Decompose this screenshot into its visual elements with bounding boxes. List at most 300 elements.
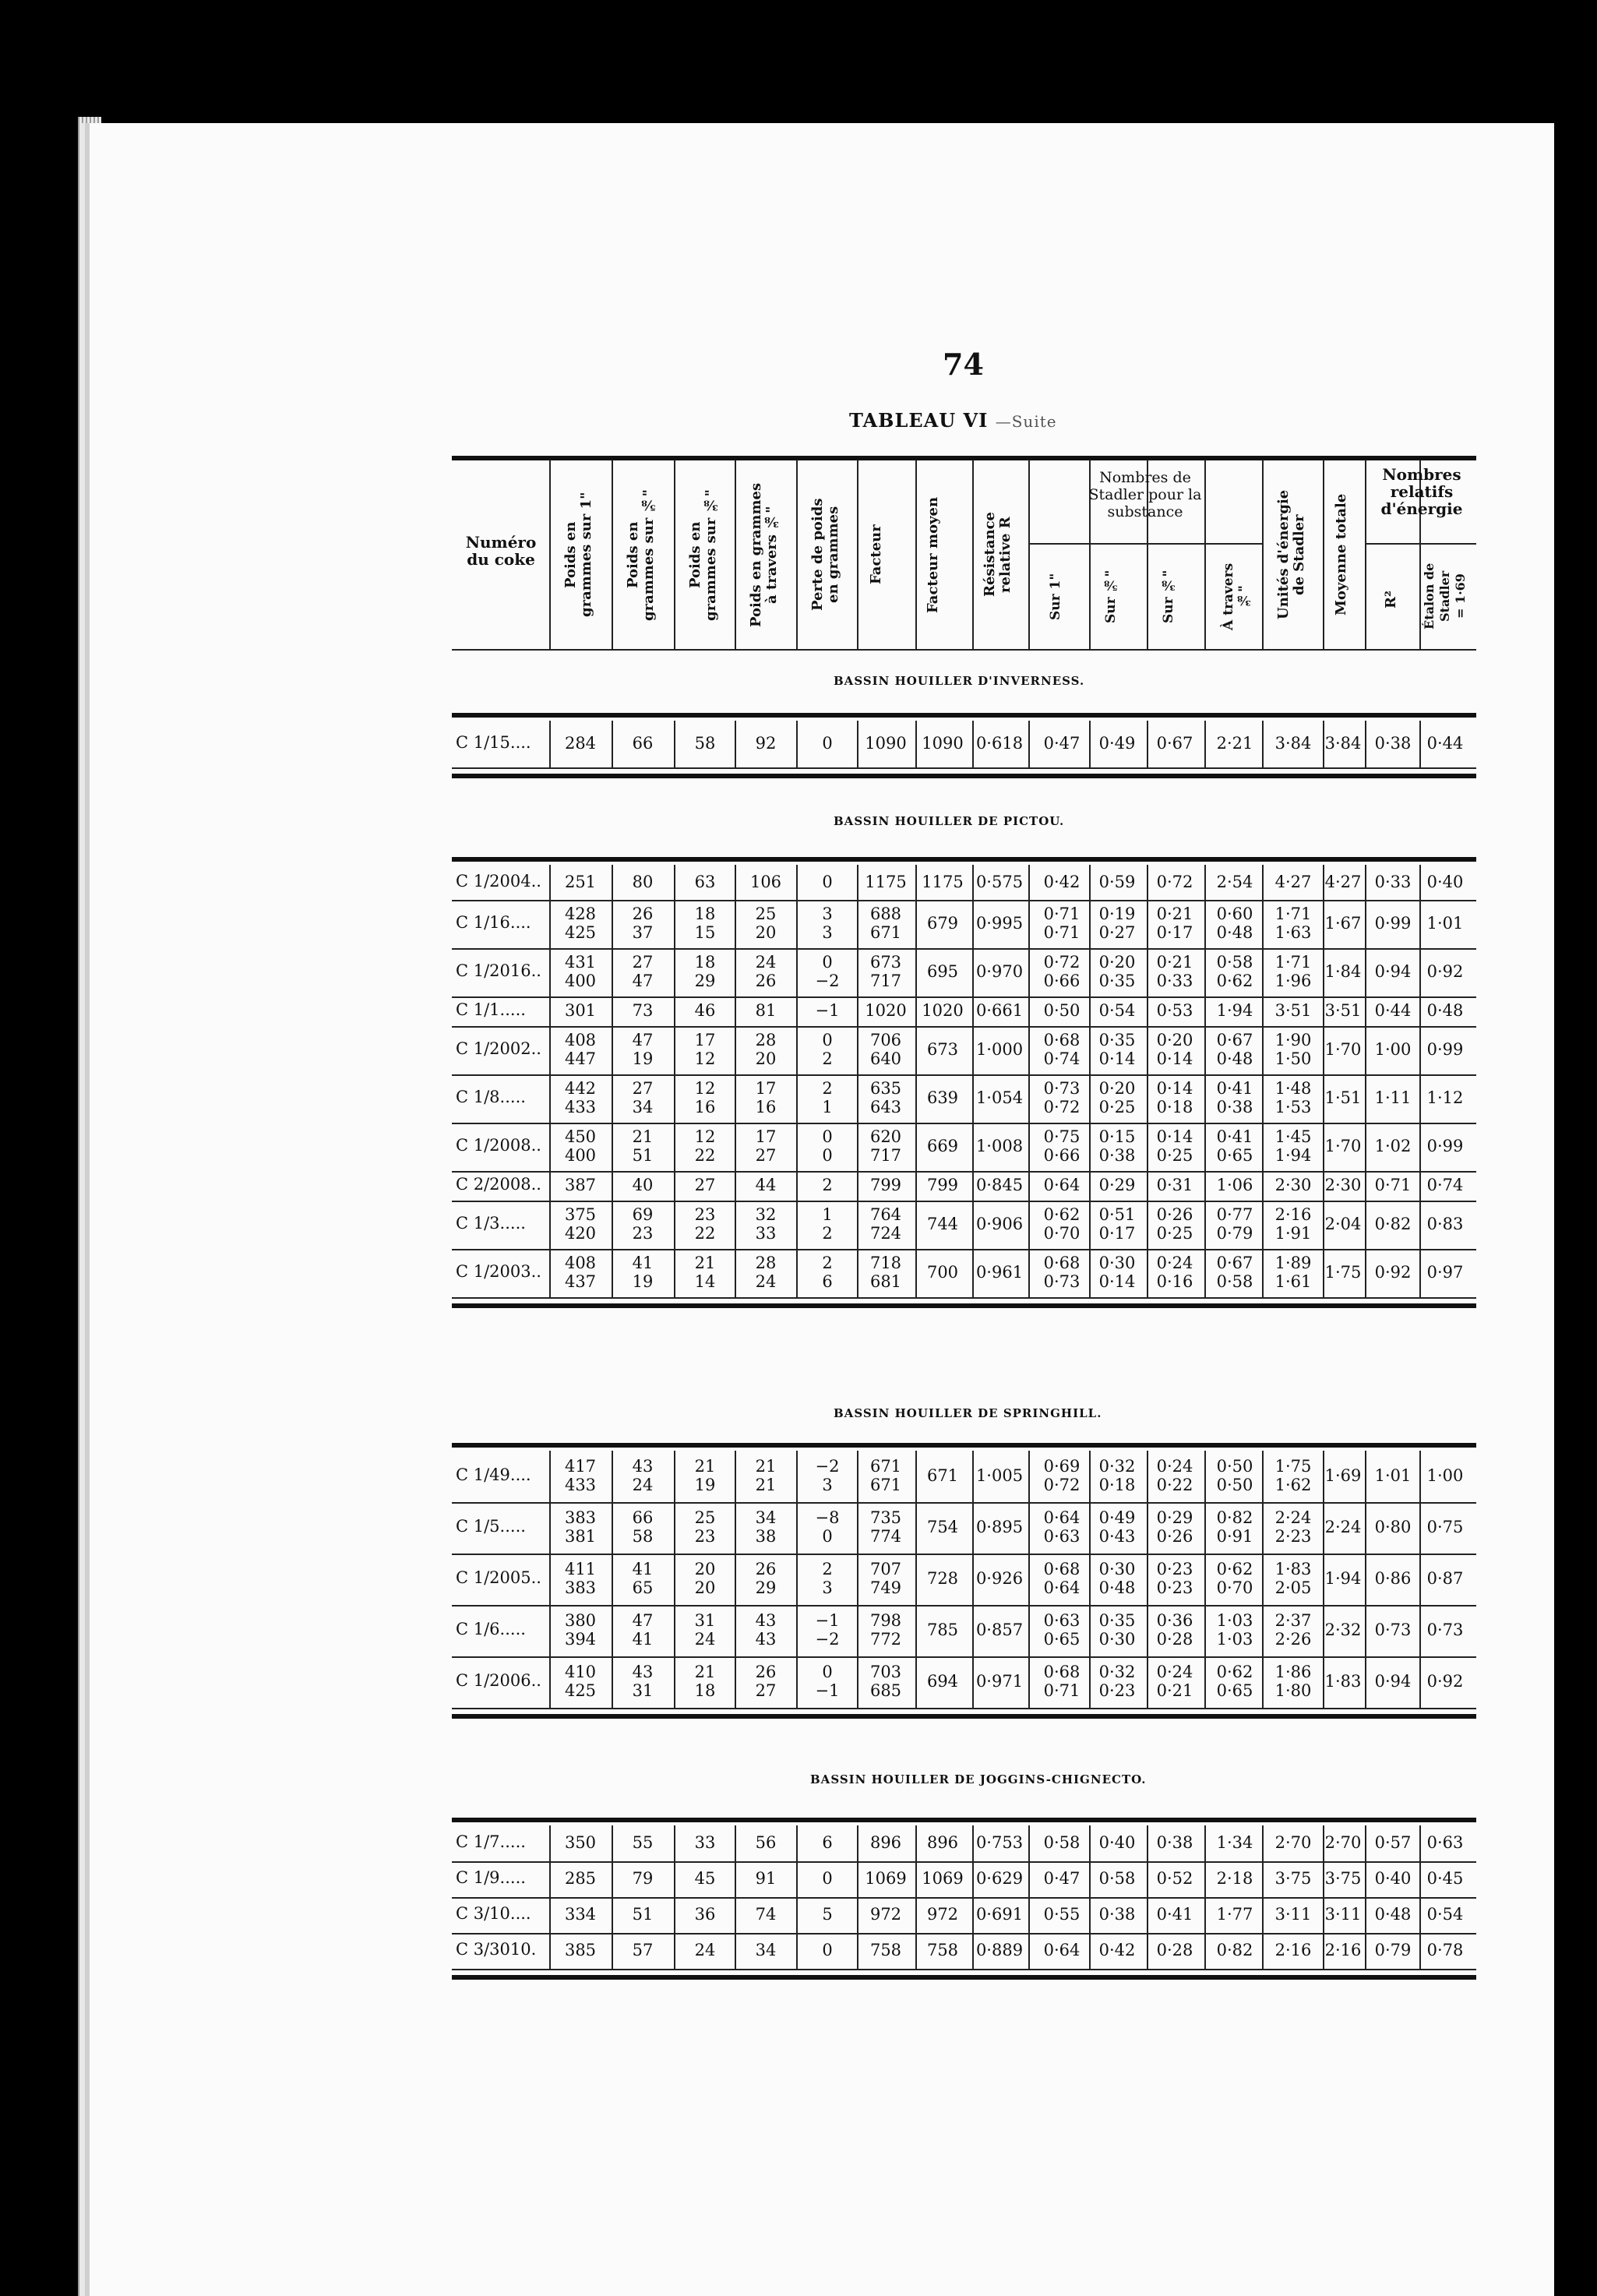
table-cell: 0·23	[1156, 1560, 1193, 1578]
table-cell: 0·83	[1426, 1215, 1464, 1233]
table-cell: 17	[755, 1079, 777, 1098]
table-cell: 671	[926, 1466, 959, 1485]
col-sep	[1323, 1825, 1324, 1969]
section-title: BASSIN HOUILLER DE PICTOU.	[834, 814, 1065, 828]
table-cell: 0·65	[1216, 1681, 1253, 1700]
table-title	[849, 409, 1057, 432]
table-cell: 38	[755, 1527, 777, 1546]
table-cell: 728	[926, 1569, 959, 1588]
table-cell: 0·47	[1043, 734, 1081, 753]
table-cell: 0·53	[1156, 1001, 1193, 1020]
table-cell: 0·58	[1098, 1869, 1136, 1888]
col-sep	[549, 865, 551, 1297]
table-cell: 1·63	[1274, 923, 1312, 942]
table-cell: 0·18	[1156, 1098, 1193, 1116]
col-sep	[735, 865, 736, 1297]
table-cell: 0·66	[1043, 1146, 1081, 1165]
row-label: C 1/2008..	[456, 1136, 541, 1155]
table-cell: 17	[694, 1031, 716, 1049]
table-cell: 673	[869, 953, 902, 972]
table-cell: 785	[926, 1621, 959, 1639]
table-cell: 0·629	[975, 1869, 1024, 1888]
table-cell: 972	[926, 1905, 959, 1924]
table-cell: 25	[694, 1508, 716, 1527]
table-cell: 21	[694, 1663, 716, 1681]
col-sep	[1419, 865, 1421, 1297]
table-cell: 0·33	[1374, 872, 1412, 891]
table-cell: 0·21	[1156, 1681, 1193, 1700]
table-cell: 450	[564, 1127, 597, 1146]
table-cell: 1·89	[1274, 1254, 1312, 1272]
table-cell: 673	[926, 1040, 959, 1059]
table-cell: 2	[822, 1176, 833, 1194]
table-cell: 0·14	[1156, 1079, 1193, 1098]
col-sep	[674, 1825, 675, 1969]
header-s2: Sur ⅝"	[1103, 570, 1119, 624]
table-cell: 1·61	[1274, 1272, 1312, 1291]
table-cell: 0·64	[1043, 1508, 1081, 1527]
table-cell: 620	[869, 1127, 902, 1146]
table-cell: 43	[755, 1611, 777, 1630]
table-cell: 40	[632, 1176, 654, 1194]
table-cell: 0	[822, 953, 833, 972]
table-cell: 417	[564, 1457, 597, 1476]
table-cell: 0·32	[1098, 1457, 1136, 1476]
table-cell: 1·86	[1274, 1663, 1312, 1681]
col-sep	[1147, 1451, 1148, 1708]
header-s1: Sur 1"	[1048, 573, 1063, 621]
row-label: C 1/2003..	[456, 1262, 541, 1281]
table-cell: 0·41	[1216, 1127, 1253, 1146]
table-cell: 0·48	[1098, 1578, 1136, 1597]
table-cell: 0·961	[975, 1263, 1024, 1282]
table-cell: 0·63	[1043, 1527, 1081, 1546]
row-label: C 1/2016..	[456, 961, 541, 980]
table-cell: 73	[632, 1001, 654, 1020]
table-cell: 47	[632, 1031, 654, 1049]
col-sep	[1262, 1451, 1264, 1708]
table-cell: 0·63	[1426, 1833, 1464, 1852]
table-cell: 0·86	[1374, 1569, 1412, 1588]
header-col-sep	[1262, 460, 1264, 649]
table-cell: 0·94	[1374, 962, 1412, 981]
table-cell: 3	[822, 923, 833, 942]
section-top-rule	[452, 857, 1476, 862]
table-cell: 19	[632, 1049, 654, 1068]
table-cell: 442	[564, 1079, 597, 1098]
table-cell: 2·24	[1324, 1518, 1362, 1536]
header-c8: Résistance relative R	[982, 512, 1014, 598]
table-cell: 0·59	[1098, 872, 1136, 891]
table-cell: 0·79	[1374, 1941, 1412, 1959]
col-sep	[1262, 721, 1264, 767]
table-title-suffix: —Suite	[995, 412, 1057, 431]
table-cell: 0·575	[975, 872, 1024, 891]
table-cell: 0·661	[975, 1001, 1024, 1020]
table-cell: 0·62	[1043, 1205, 1081, 1224]
table-cell: 0·15	[1098, 1127, 1136, 1146]
table-cell: 972	[869, 1905, 902, 1924]
table-cell: 717	[869, 1146, 902, 1165]
table-cell: 51	[632, 1905, 654, 1924]
table-cell: 1069	[865, 1869, 907, 1888]
table-cell: 0·66	[1043, 972, 1081, 990]
table-cell: 0·44	[1374, 1001, 1412, 1020]
table-cell: 0·78	[1426, 1941, 1464, 1959]
row-label: C 1/6.....	[456, 1620, 526, 1638]
col-sep	[972, 1825, 974, 1969]
col-sep	[1028, 721, 1030, 767]
table-cell: 2	[822, 1079, 833, 1098]
table-title-main: TABLEAU VI	[849, 409, 989, 432]
table-cell: 2	[822, 1254, 833, 1272]
table-cell: 0·16	[1156, 1272, 1193, 1291]
table-cell: 0·73	[1426, 1621, 1464, 1639]
table-cell: 0·49	[1098, 734, 1136, 753]
table-cell: 0·70	[1043, 1224, 1081, 1243]
table-cell: 1175	[922, 872, 964, 891]
table-cell: 0·65	[1216, 1146, 1253, 1165]
header-bottom-rule	[452, 649, 1476, 651]
table-cell: 26	[632, 905, 654, 923]
col-sep	[674, 1451, 675, 1708]
table-cell: 0·71	[1043, 923, 1081, 942]
row-label: C 1/3.....	[456, 1214, 526, 1233]
table-cell: 0·58	[1216, 953, 1253, 972]
table-cell: 2·16	[1324, 1941, 1362, 1959]
table-cell: 0·19	[1098, 905, 1136, 923]
table-cell: 29	[694, 972, 716, 990]
table-cell: 0·63	[1043, 1611, 1081, 1630]
table-cell: 2·32	[1324, 1621, 1362, 1639]
col-sep	[735, 721, 736, 767]
table-cell: 0·28	[1156, 1941, 1193, 1959]
table-cell: 1·53	[1274, 1098, 1312, 1116]
table-cell: 0·25	[1156, 1146, 1193, 1165]
row-label: C 1/2005..	[456, 1568, 541, 1587]
table-cell: 3·11	[1274, 1905, 1312, 1924]
table-cell: 6	[822, 1833, 833, 1852]
table-cell: 0·72	[1043, 1476, 1081, 1494]
table-cell: 58	[632, 1527, 654, 1546]
table-cell: 688	[869, 905, 902, 923]
table-cell: 2·37	[1274, 1611, 1312, 1630]
col-sep	[915, 1451, 917, 1708]
table-cell: 1·50	[1274, 1049, 1312, 1068]
table-cell: 1·94	[1324, 1569, 1362, 1588]
table-cell: 1·054	[975, 1088, 1024, 1107]
table-cell: 0·42	[1098, 1941, 1136, 1959]
table-cell: 685	[869, 1681, 902, 1700]
table-cell: 0·97	[1426, 1263, 1464, 1282]
table-cell: 2	[822, 1049, 833, 1068]
table-cell: 0·92	[1426, 962, 1464, 981]
table-cell: 0·38	[1216, 1098, 1253, 1116]
table-cell: 0	[822, 1663, 833, 1681]
table-cell: 0·68	[1043, 1031, 1081, 1049]
table-cell: 21	[755, 1457, 777, 1476]
table-cell: 0·38	[1098, 1905, 1136, 1924]
header-c3: Poids en grammes sur ⅜"	[687, 488, 719, 621]
table-cell: 425	[564, 923, 597, 942]
col-sep	[674, 721, 675, 767]
table-cell: 671	[869, 1476, 902, 1494]
table-cell: 1·03	[1216, 1630, 1253, 1649]
col-sep	[612, 1451, 613, 1708]
table-cell: 0	[822, 1146, 833, 1165]
table-cell: 1·90	[1274, 1031, 1312, 1049]
col-sep	[735, 1451, 736, 1708]
table-cell: 1·62	[1274, 1476, 1312, 1494]
col-sep	[549, 1451, 551, 1708]
table-cell: 0·25	[1098, 1098, 1136, 1116]
table-cell: 14	[694, 1272, 716, 1291]
row-label: C 1/7.....	[456, 1832, 526, 1851]
table-cell: 0·618	[975, 734, 1024, 753]
table-cell: 0·14	[1098, 1272, 1136, 1291]
table-cell: 0·54	[1426, 1905, 1464, 1924]
table-cell: 0·50	[1043, 1001, 1081, 1020]
table-cell: 0·68	[1043, 1560, 1081, 1578]
col-sep	[674, 865, 675, 1297]
table-cell: 411	[564, 1560, 597, 1578]
table-cell: 0·20	[1156, 1031, 1193, 1049]
table-cell: 799	[926, 1176, 959, 1194]
row-label: C 1/49....	[456, 1465, 531, 1484]
table-cell: 63	[694, 872, 716, 891]
header-s4: À travers ⅜"	[1221, 563, 1252, 631]
table-cell: 43	[632, 1663, 654, 1681]
table-cell: 22	[694, 1224, 716, 1243]
section-bottom-rule	[452, 1714, 1476, 1719]
table-cell: 0·18	[1098, 1476, 1136, 1494]
table-cell: 28	[755, 1031, 777, 1049]
table-cell: 0·895	[975, 1518, 1024, 1536]
table-cell: 433	[564, 1476, 597, 1494]
table-cell: 0·73	[1043, 1079, 1081, 1098]
table-cell: 0·35	[1098, 1611, 1136, 1630]
table-cell: 758	[926, 1941, 959, 1959]
table-cell: 23	[694, 1205, 716, 1224]
table-cell: 26	[755, 1663, 777, 1681]
table-cell: 0·72	[1043, 953, 1081, 972]
table-cell: 0·58	[1216, 1272, 1253, 1291]
table-cell: 0·50	[1216, 1457, 1253, 1476]
col-sep	[1323, 1451, 1324, 1708]
table-cell: 896	[926, 1833, 959, 1852]
header-col-sep	[612, 460, 613, 649]
table-cell: 1·01	[1374, 1466, 1412, 1485]
col-sep	[1204, 1825, 1206, 1969]
table-cell: 635	[869, 1079, 902, 1098]
header-col-sep	[735, 460, 736, 649]
header-numero: Numéro du coke	[465, 533, 537, 569]
table-cell: 0·52	[1156, 1869, 1193, 1888]
table-cell: 27	[755, 1681, 777, 1700]
table-cell: 1·11	[1374, 1088, 1412, 1107]
table-cell: 0·35	[1098, 1031, 1136, 1049]
table-cell: 0·58	[1043, 1833, 1081, 1852]
table-cell: 0·17	[1098, 1224, 1136, 1243]
table-cell: 0·47	[1043, 1869, 1081, 1888]
table-cell: 1·71	[1274, 953, 1312, 972]
table-cell: 0	[822, 1127, 833, 1146]
table-cell: 3·84	[1324, 734, 1362, 753]
table-cell: 284	[564, 734, 597, 753]
table-cell: 12	[694, 1127, 716, 1146]
header-s3: Sur ⅜"	[1161, 570, 1176, 624]
col-sep	[915, 1825, 917, 1969]
table-cell: 26	[755, 1560, 777, 1578]
table-cell: 2·16	[1274, 1941, 1312, 1959]
table-cell: 43	[632, 1457, 654, 1476]
col-sep	[612, 1825, 613, 1969]
section-top-rule	[452, 1818, 1476, 1822]
table-cell: 0·50	[1216, 1476, 1253, 1494]
table-cell: 0·38	[1374, 734, 1412, 753]
table-cell: 5	[822, 1905, 833, 1924]
relatifs-subrule	[1365, 543, 1476, 545]
col-sep	[1147, 865, 1148, 1297]
row-label: C 1/5.....	[456, 1517, 526, 1536]
table-cell: 433	[564, 1098, 597, 1116]
table-cell: 2·70	[1274, 1833, 1312, 1852]
table-cell: 0·40	[1098, 1833, 1136, 1852]
table-cell: 18	[694, 905, 716, 923]
table-cell: 400	[564, 972, 597, 990]
section-bottom-rule	[452, 1975, 1476, 1980]
table-cell: 66	[632, 734, 654, 753]
table-cell: −2	[815, 972, 840, 990]
table-cell: 0·72	[1156, 872, 1193, 891]
table-cell: 2·54	[1216, 872, 1253, 891]
table-cell: 0·62	[1216, 972, 1253, 990]
table-cell: 1·80	[1274, 1681, 1312, 1700]
col-sep	[1419, 1825, 1421, 1969]
table-cell: 81	[755, 1001, 777, 1020]
table-cell: 718	[869, 1254, 902, 1272]
table-cell: 0·75	[1043, 1127, 1081, 1146]
table-cell: 37	[632, 923, 654, 942]
table-cell: 380	[564, 1611, 597, 1630]
table-cell: 0·64	[1043, 1941, 1081, 1959]
section-top-rule	[452, 713, 1476, 718]
table-cell: 0·753	[975, 1833, 1024, 1852]
table-cell: 1·94	[1274, 1146, 1312, 1165]
table-cell: 0·22	[1156, 1476, 1193, 1494]
table-cell: 1·01	[1426, 914, 1464, 933]
header-c4: Poids en grammes à travers ⅜"	[748, 482, 780, 627]
table-cell: 24	[755, 1272, 777, 1291]
header-col-sep	[1365, 460, 1366, 649]
table-cell: 0·99	[1426, 1040, 1464, 1059]
table-cell: 0·43	[1098, 1527, 1136, 1546]
table-cell: 33	[755, 1224, 777, 1243]
table-cell: 0·79	[1216, 1224, 1253, 1243]
table-cell: 2·24	[1274, 1508, 1312, 1527]
table-cell: 410	[564, 1663, 597, 1681]
col-sep	[1262, 865, 1264, 1297]
row-label: C 1/2006..	[456, 1671, 541, 1690]
table-cell: 0·73	[1043, 1272, 1081, 1291]
table-cell: 58	[694, 734, 716, 753]
row-label: C 1/16....	[456, 913, 531, 932]
table-cell: 21	[632, 1127, 654, 1146]
col-sep	[1204, 1451, 1206, 1708]
table-cell: 1·75	[1324, 1263, 1362, 1282]
table-cell: 1·94	[1216, 1001, 1253, 1020]
table-cell: 24	[632, 1476, 654, 1494]
col-sep	[1028, 1451, 1030, 1708]
table-cell: 27	[755, 1146, 777, 1165]
col-sep	[1147, 721, 1148, 767]
row-label: C 2/2008..	[456, 1175, 541, 1194]
table-cell: 744	[926, 1215, 959, 1233]
table-cell: 1·005	[975, 1466, 1024, 1485]
table-cell: 394	[564, 1630, 597, 1649]
table-cell: 428	[564, 905, 597, 923]
col-sep	[972, 721, 974, 767]
table-cell: 1·70	[1324, 1040, 1362, 1059]
header-c7: Facteur moyen	[925, 496, 941, 613]
table-cell: 55	[632, 1833, 654, 1852]
table-cell: −2	[815, 1457, 840, 1476]
table-cell: 0·995	[975, 914, 1024, 933]
table-cell: 1·000	[975, 1040, 1024, 1059]
table-cell: 764	[869, 1205, 902, 1224]
table-cell: 2·26	[1274, 1630, 1312, 1649]
table-cell: 0·54	[1098, 1001, 1136, 1020]
table-cell: 3·75	[1324, 1869, 1362, 1888]
table-cell: 31	[694, 1611, 716, 1630]
table-cell: 0·41	[1156, 1905, 1193, 1924]
table-cell: 41	[632, 1254, 654, 1272]
table-cell: 3	[822, 1476, 833, 1494]
table-cell: 0·26	[1156, 1527, 1193, 1546]
table-cell: 1020	[922, 1001, 964, 1020]
table-cell: 3·51	[1274, 1001, 1312, 1020]
section-title: BASSIN HOUILLER D'INVERNESS.	[834, 674, 1085, 688]
table-cell: 0·67	[1216, 1031, 1253, 1049]
table-cell: 12	[694, 1079, 716, 1098]
section-top-rule	[452, 1443, 1476, 1448]
table-cell: 706	[869, 1031, 902, 1049]
table-cell: 4·27	[1324, 872, 1362, 891]
table-cell: 0·971	[975, 1672, 1024, 1691]
table-cell: 0·62	[1216, 1560, 1253, 1578]
col-sep	[549, 721, 551, 767]
header-c9: Unités d'énergie de Stadler	[1275, 489, 1307, 620]
table-cell: 387	[564, 1176, 597, 1194]
table-cell: 0·906	[975, 1215, 1024, 1233]
table-cell: 0·48	[1426, 1001, 1464, 1020]
table-cell: 431	[564, 953, 597, 972]
table-cell: 26	[755, 972, 777, 990]
col-sep	[1365, 1451, 1366, 1708]
table-cell: 703	[869, 1663, 902, 1681]
table-cell: 0·35	[1098, 972, 1136, 990]
row-label: C 1/1.....	[456, 1000, 526, 1019]
col-sep	[1089, 721, 1091, 767]
table-cell: 0·71	[1374, 1176, 1412, 1194]
table-cell: 1175	[865, 872, 907, 891]
table-cell: 437	[564, 1272, 597, 1291]
section-bottom-rule	[452, 774, 1476, 778]
table-cell: 24	[694, 1941, 716, 1959]
table-cell: 45	[694, 1869, 716, 1888]
table-cell: 21	[694, 1457, 716, 1476]
table-cell: 1·84	[1324, 962, 1362, 981]
